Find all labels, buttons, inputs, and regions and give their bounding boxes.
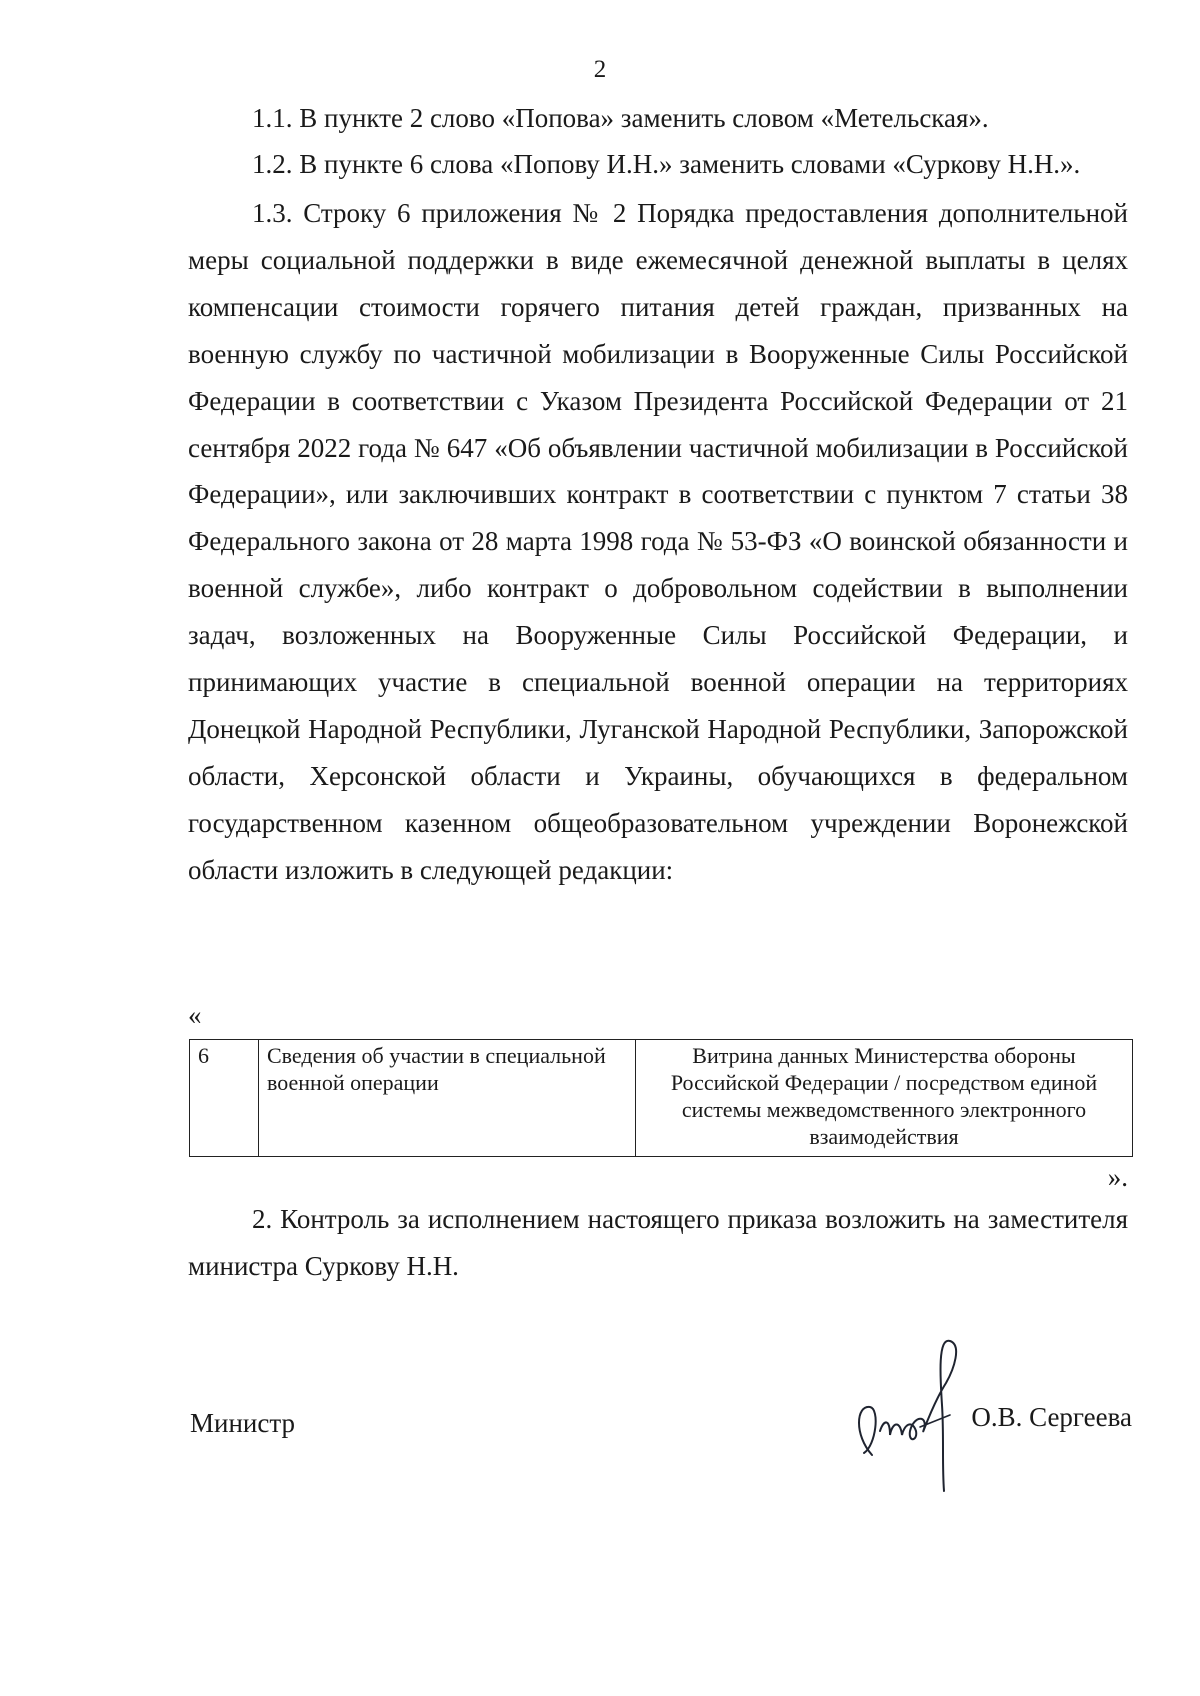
handwritten-signature	[850, 1335, 970, 1495]
paragraph-1-1: 1.1. В пункте 2 слово «Попова» заменить словом «Метельская».	[252, 103, 989, 133]
signatory-role: Министр	[190, 1408, 295, 1438]
page-number: 2	[593, 56, 607, 83]
signatory-name: О.В. Сергеева	[971, 1402, 1132, 1432]
paragraph-1-2: 1.2. В пункте 6 слова «Попову И.Н.» заменить словами «Суркову Н.Н.».	[252, 149, 1081, 179]
paragraph-2: 2. Контроль за исполнением настоящего приказа возложить на заместителя министра Суркову Н.Н.	[188, 1204, 1128, 1281]
info-cell: Сведения об участии в специальной военной операции	[259, 1040, 636, 1157]
table-row	[190, 1040, 1133, 1157]
amendment-table	[189, 1039, 1133, 1157]
row-number-cell: 6	[190, 1040, 259, 1157]
source-cell: Витрина данных Министерства обороны Российской Федерации / посредством единой системы межведомственного электронного взаимодействия	[636, 1040, 1133, 1157]
quote-open-mark: «	[188, 1000, 202, 1030]
paragraph-1-3: 1.3. Строку 6 приложения № 2 Порядка предоставления дополнительной меры социальной поддержки в виде ежемесячной денежной выплаты в целях компенсации стоимости горячего питания детей граждан, призванных на военную службу по частичной мобилизации в Вооруженные Силы Российской Федерации в соответствии с Указом Президента Российской Федерации от 21 сентября 2022 года № 647 «Об объявлении частичной мобилизации в Российской Федерации», или заключивших контракт в соответствии с пунктом 7 статьи 38 Федерального закона от 28 марта 1998 года № 53-ФЗ «О воинской обязанности и военной службе», либо контракт о добровольном содействии в выполнении задач, возложенных на Вооруженные Силы Российской Федерации, и принимающих участие в специальной военной операции на территориях Донецкой Народной Республики, Луганской Народной Республики, Запорожской области, Херсонской области и Украины, обучающихся в федеральном государственном казенном общеобразовательном учреждении Воронежской области изложить в следующей редакции:	[188, 198, 1128, 885]
quote-close-mark: ».	[1107, 1162, 1128, 1192]
